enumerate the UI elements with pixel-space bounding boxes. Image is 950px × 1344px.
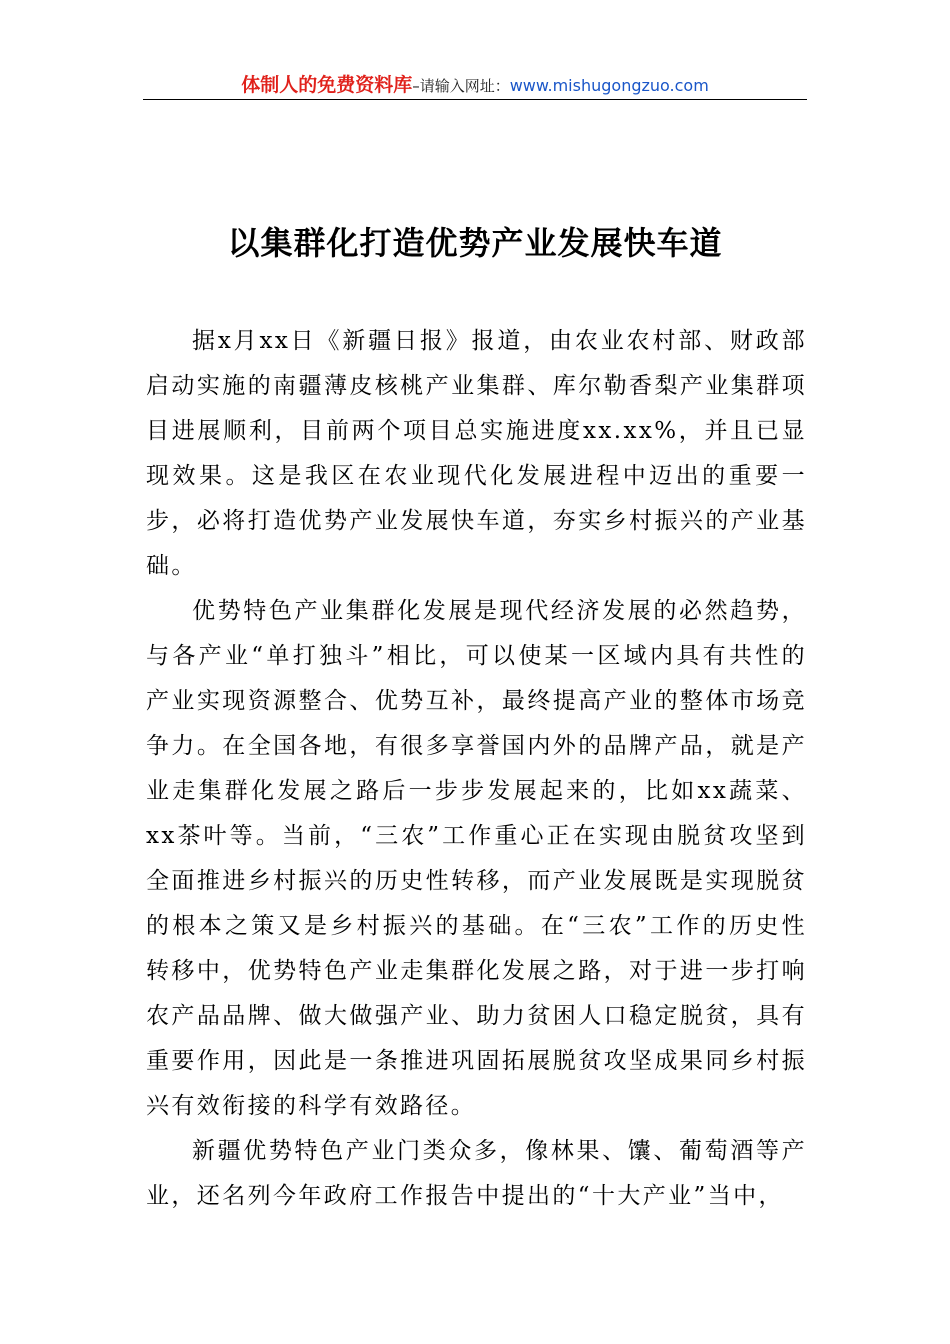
paragraph-3: 新疆优势特色产业门类众多，像林果、馕、葡萄酒等产业，还名列今年政府工作报告中提出的“十大产业”当中， (146, 1138, 807, 1209)
header-brand: 体制人的免费资料库 (241, 74, 413, 96)
header-divider (143, 99, 807, 100)
page-header (143, 70, 807, 98)
header-url-link[interactable]: www.mishugongzuo.com (509, 76, 709, 95)
document-title: 以集群化打造优势产业发展快车道 (227, 224, 723, 262)
paragraph-1: 据x月xx日《新疆日报》报道，由农业农村部、财政部启动实施的南疆薄皮核桃产业集群、库尔勒香梨产业集群项目进展顺利，目前两个项目总实施进度xx.xx%，并且已显现效果。这是我区在农业现代化发展进程中迈出的重要一步，必将打造优势产业发展快车道，夯实乡村振兴的产业基础。 (146, 328, 807, 579)
document-body (146, 319, 807, 1219)
paragraph-2: 优势特色产业集群化发展是现代经济发展的必然趋势，与各产业“单打独斗”相比，可以使某一区域内具有共性的产业实现资源整合、优势互补，最终提高产业的整体市场竞争力。在全国各地，有很多享誉国内外的品牌产品，就是产业走集群化发展之路后一步步发展起来的，比如xx蔬菜、xx茶叶等。当前，“三农”工作重心正在实现由脱贫攻坚到全面推进乡村振兴的历史性转移，而产业发展既是实现脱贫的根本之策又是乡村振兴的基础。在“三农”工作的历史性转移中，优势特色产业走集群化发展之路，对于进一步打响农产品品牌、做大做强产业、助力贫困人口稳定脱贫，具有重要作用，因此是一条推进巩固拓展脱贫攻坚成果同乡村振兴有效衔接的科学有效路径。 (146, 598, 807, 1119)
header-url-prompt: –请输入网址： (412, 77, 510, 95)
